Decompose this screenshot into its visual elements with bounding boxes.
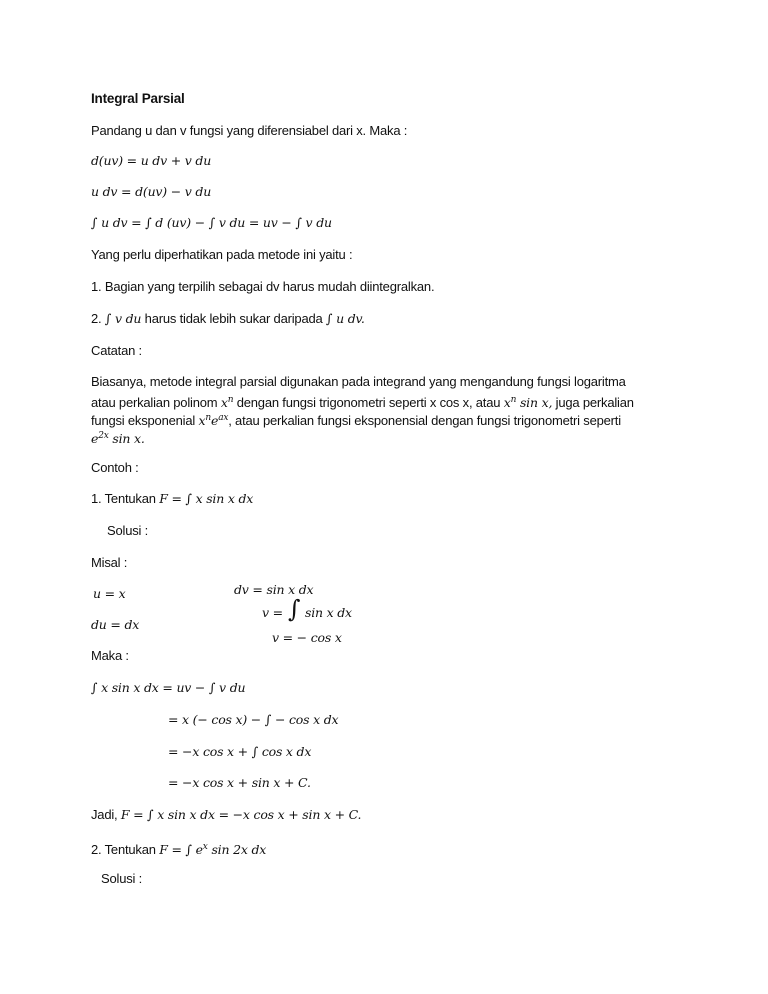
- example-1-math: F = ∫ x sin x dx: [159, 491, 254, 506]
- point-2-math-1: ∫ v du: [104, 311, 142, 326]
- v-equation-rhs: sin x dx: [305, 605, 352, 620]
- example-2-math: F = ∫ $e^x$ sin 2x dx: [159, 842, 267, 857]
- example-2: 2. Tentukan F = ∫ $e^x$ sin 2x dx: [91, 842, 267, 857]
- point-2: [91, 311, 365, 327]
- solution-step-1: ∫ x sin x dx = uv − ∫ v du: [91, 680, 246, 695]
- point-2-text: harus tidak lebih sukar daripada: [144, 311, 323, 326]
- solution-step-4: = −x cos x + sin x + C.: [168, 775, 311, 790]
- maka-label: Maka :: [91, 648, 129, 663]
- equation-3: ∫ u dv = ∫ d (uv) − ∫ v du = uv − ∫ v du: [91, 215, 332, 230]
- point-1: 1. Bagian yang terpilih sebagai dv harus mudah diintegralkan.: [91, 279, 435, 294]
- note-line-2: atau perkalian polinom $x^n$ dengan fungsi trigonometri seperti x cos x, atau $x^n$ sin x, juga perkalian: [91, 395, 634, 410]
- note-line-3: fungsi eksponenial $x^ne^{ax}$, atau perkalian fungsi eksponensial dengan fungsi trigonometri seperti: [91, 413, 621, 428]
- point-2-math-2: ∫ u dv.: [325, 311, 365, 326]
- misal-label: Misal :: [91, 555, 128, 570]
- intro-text: Pandang u dan v fungsi yang diferensiabel dari x. Maka :: [91, 123, 408, 138]
- solusi-label-1: Solusi :: [107, 523, 149, 538]
- v-equation-lhs: v =: [262, 605, 283, 620]
- note-line-4: $e^{2x}$ sin x.: [91, 431, 145, 446]
- section-title: Integral Parsial: [91, 91, 185, 106]
- solution-step-3: = −x cos x + ∫ cos x dx: [168, 744, 312, 759]
- solution-step-2: = x (− cos x) − ∫ − cos x dx: [168, 712, 339, 727]
- integral-sign-icon: ∫: [288, 595, 301, 623]
- example-1: 1. Tentukan F = ∫ x sin x dx: [91, 491, 254, 506]
- conclusion: Jadi, F = ∫ x sin x dx = −x cos x + sin x + C.: [91, 807, 362, 822]
- contoh-label: Contoh :: [91, 460, 139, 475]
- note-line-1: Biasanya, metode integral parsial digunakan pada integrand yang mengandung fungsi logaritma: [91, 374, 626, 389]
- equation-2: u dv = d(uv) − v du: [91, 184, 212, 199]
- conclusion-math: F = ∫ x sin x dx = −x cos x + sin x + C.: [120, 807, 362, 822]
- u-equation: u = x: [93, 586, 126, 601]
- perlu-text: Yang perlu diperhatikan pada metode ini yaitu :: [91, 247, 353, 262]
- equation-1: d(uv) = u dv + v du: [91, 153, 212, 168]
- point-2-number: 2.: [91, 311, 102, 326]
- solusi-label-2: Solusi :: [101, 871, 143, 886]
- catatan-label: Catatan :: [91, 343, 142, 358]
- dv-equation: dv = sin x dx: [234, 582, 314, 597]
- v-result: v = − cos x: [272, 630, 342, 645]
- du-equation: du = dx: [91, 617, 140, 632]
